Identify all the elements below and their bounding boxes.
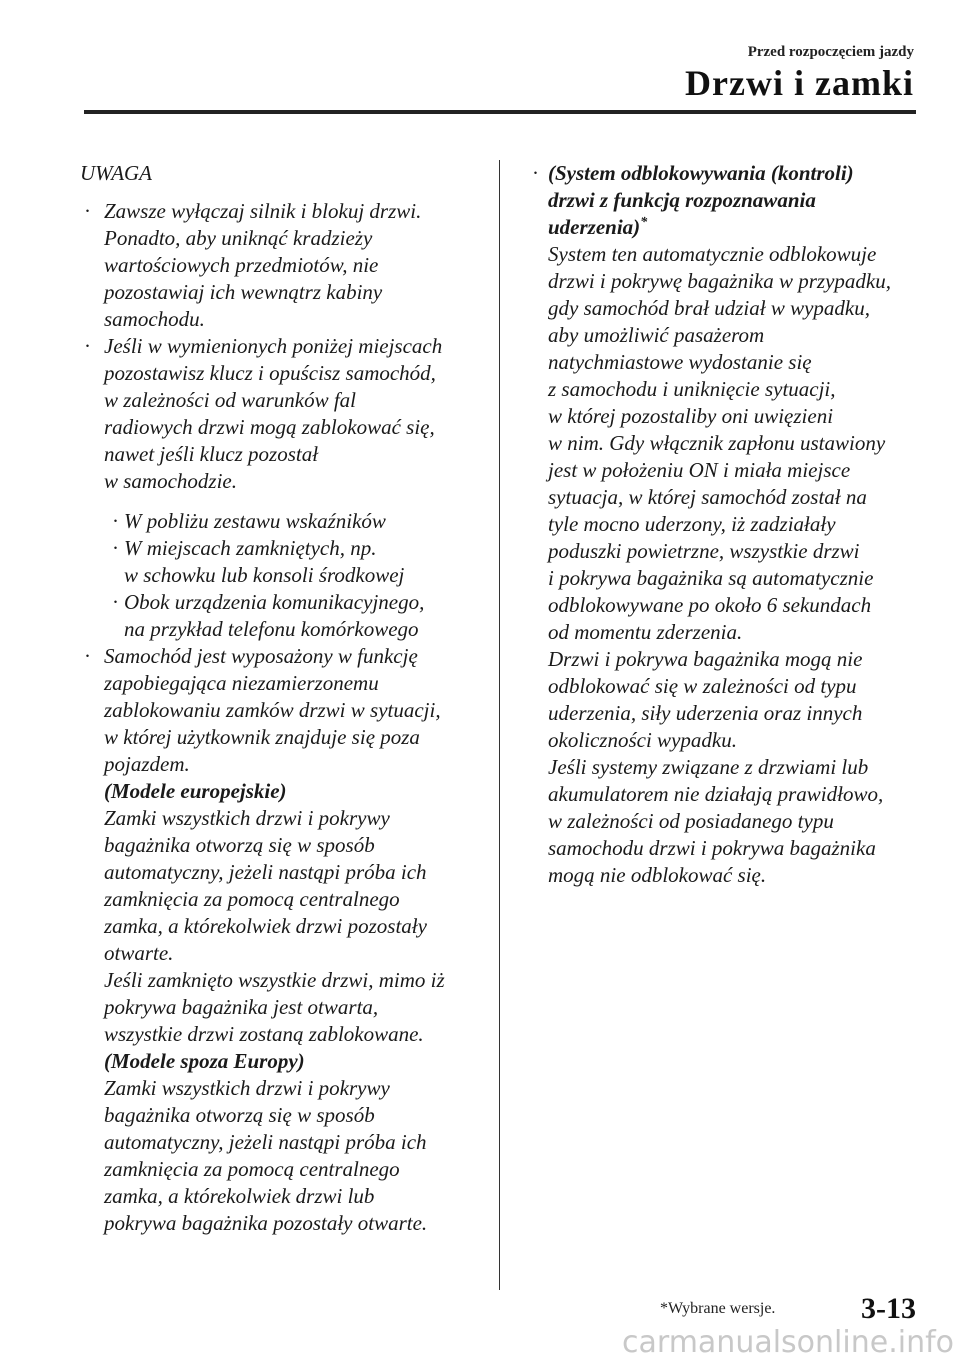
bullet-dot: · (112, 509, 119, 533)
bullet-dot: · (84, 644, 91, 668)
sub-bullet-item: · W miejscach zamkniętych, np. w schowku lub konsoli środkowej (112, 536, 405, 587)
bullet-dot: · (112, 590, 119, 614)
left-column (76, 160, 476, 1237)
footnote: *Wybrane wersje. (660, 1300, 776, 1317)
right-column (530, 160, 925, 889)
notice-heading: UWAGA (80, 161, 153, 185)
subheading-non-european-models: (Modele spoza Europy) (104, 1049, 305, 1073)
watermark: carmanualsonline.info (622, 1325, 954, 1360)
subheading-european-models: (Modele europejskie) (104, 779, 287, 803)
sub-bullet-item: · W pobliżu zestawu wskaźników (112, 509, 386, 533)
header-rule (84, 110, 916, 114)
sub-bullet-item: · Obok urządzenia komunikacyjnego, na przykład telefonu komórkowego (112, 590, 425, 641)
bullet-dot: · (84, 199, 91, 223)
optional-equipment-mark: * (640, 215, 648, 230)
bullet-impact-unlock-system: · (System odblokowywania (kontroli) drzwi z funkcją rozpoznawania uderzenia)* System ten automatycznie odblokowuje drzwi i pokrywę bagażnika w przypadku, gdy samochód brał udział w wypadku, aby umożliwić pasażerom natychmiastowe wydostanie się z samochodu i uniknięcie sytuacji, w której pozostaliby oni uwięzieni w nim. Gdy włącznik zapłonu ustawiony jest w położeniu ON i miała miejsce sytuacja, w której samochód został na tyle mocno uderzony, iż zadziałały poduszki powietrzne, wszystkie drzwi i pokrywa bagażnika są automatycznie odblokowywane po około 6 sekundach od momentu zderzenia. Drzwi i pokrywa bagażnika mogą nie odblokować się w zależności od typu uderzenia, siły uderzenia oraz innych okoliczności wypadku. Jeśli systemy związane z drzwiami lub akumulatorem nie działają prawidłowo, w zależności od posiadanego typu samochodu drzwi i pokrywa bagażnika mogą nie odblokować się. (532, 161, 891, 887)
bullet-dot: · (84, 334, 91, 358)
bullet-anti-lock-function: · Samochód jest wyposażony w funkcję zapobiegająca niezamierzonemu zablokowaniu zamków drzwi w sytuacji, w której użytkownik znajduje się poza pojazdem. (Modele europejskie) Zamki wszystkich drzwi i pokrywy bagażnika otworzą się w sposób automatyczny, jeżeli nastąpi próba ich zamknięcia za pomocą centralnego zamka, a którekolwiek drzwi pozostały otwarte. Jeśli zamknięto wszystkie drzwi, mimo iż pokrywa bagażnika jest otwarta, wszystkie drzwi zostaną zablokowane. (Modele spoza Europy) Zamki wszystkich drzwi i pokrywy bagażnika otworzą się w sposób automatyczny, jeżeli nastąpi próba ich zamknięcia za pomocą centralnego zamka, a którekolwiek drzwi lub pokrywa bagażnika pozostały otwarte. (76, 643, 476, 1237)
bullet-dot: · (532, 161, 539, 185)
page-title: Drzwi i zamki (685, 63, 914, 103)
column-divider (499, 160, 500, 1290)
section-title: Przed rozpoczęciem jazdy (747, 44, 914, 60)
bullet-lock-doors: · Zawsze wyłączaj silnik i blokuj drzwi. Ponadto, aby uniknąć kradzieży wartościowych przedmiotów, nie pozostawiaj ich wewnątrz kabiny samochodu. (84, 199, 422, 331)
sub-bullet-list (76, 508, 476, 643)
page-number: 3-13 (861, 1292, 916, 1325)
bullet-dot: · (112, 536, 119, 560)
bullet-key-locations: · Jeśli w wymienionych poniżej miejscach pozostawisz klucz i opuścisz samochód, w zależności od warunków fal radiowych drzwi mogą zablokować się, nawet jeśli klucz pozostał w samochodzie. (84, 334, 443, 493)
